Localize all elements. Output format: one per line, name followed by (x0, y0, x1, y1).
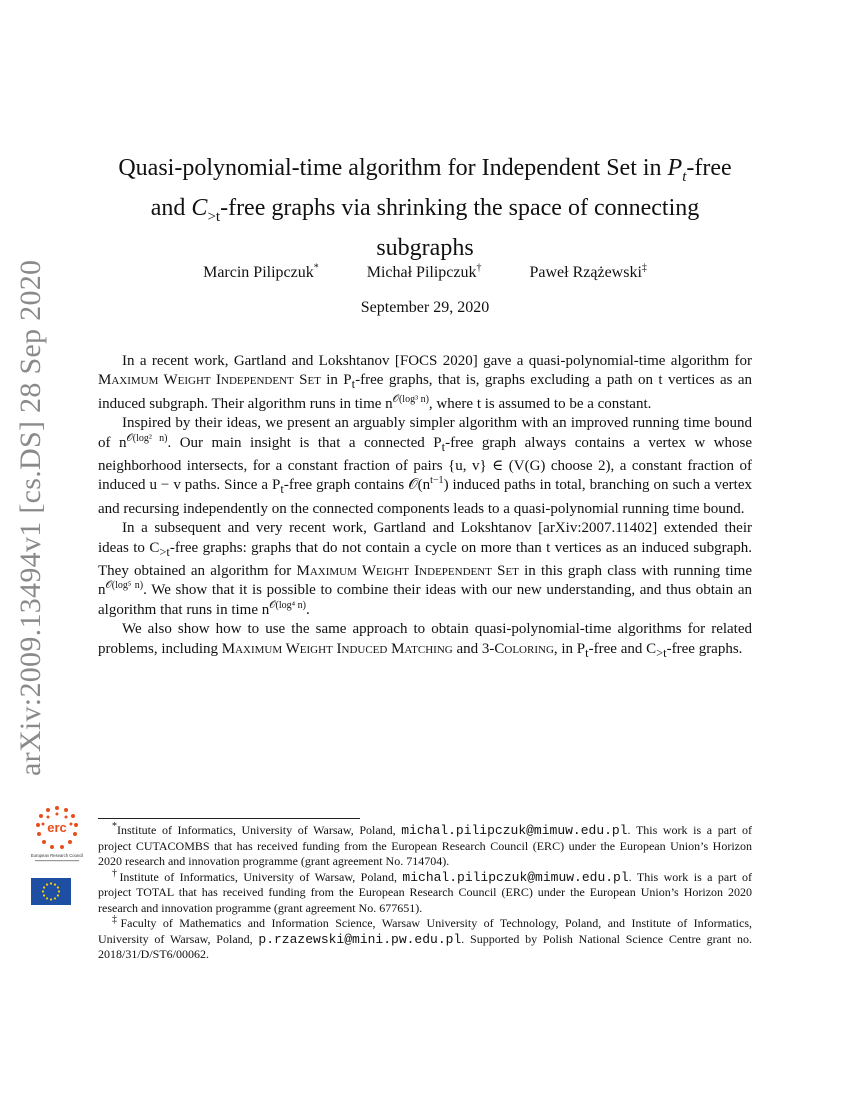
erc-wordmark: erc (47, 820, 67, 835)
title-line2: and $C_{>t}$-free graphs via shrinking the space of connecting (150, 194, 700, 225)
footnote-separator (98, 818, 360, 819)
eu-star-icon (46, 897, 48, 899)
footnotes (98, 823, 752, 963)
eu-star-icon (43, 894, 45, 896)
eu-star-icon (50, 882, 52, 884)
abstract (98, 352, 752, 663)
email-link[interactable]: michal.pilipczuk@mimuw.edu.pl (401, 823, 628, 838)
eu-star-icon (42, 890, 44, 892)
eu-star-icon (54, 883, 56, 885)
author-1: Marcin Pilipczuk* (203, 262, 319, 281)
arxiv-identifier: arXiv:2009.13494v1 [cs.DS] 28 Sep 2020 (14, 259, 47, 776)
erc-logo (22, 800, 92, 870)
email-link[interactable]: michal.pilipczuk@mimuw.edu.pl (402, 869, 629, 885)
eu-star-icon (43, 886, 45, 888)
title-line1: Quasi-polynomial-time algorithm for Independent Set in $P_t$-free (118, 155, 732, 185)
email-link[interactable]: p.rzazewski@mini.pw.edu.pl (258, 931, 462, 947)
author-2: Michał Pilipczuk† (366, 262, 482, 281)
footnote-1: *Institute of Informatics, University of Warsaw, Poland, michal.pilipczuk@mimuw.edu.pl. This work is a part of project CUTACOMBS that has received funding from the European Research Council (ERC) under the European Union’s Horizon 2020 research and innovation programme (grant agreement No. 714704). (98, 821, 753, 868)
erc-caption: European Research Council (30, 853, 84, 858)
title-line3: subgraphs (376, 234, 474, 261)
eu-star-icon (58, 890, 60, 892)
eu-star-icon (54, 897, 56, 899)
eu-star-icon (57, 886, 59, 888)
abstract-paragraph-4: We also show how to use the same approach to obtain quasi-polynomial-time algorithms for related problems, including Maximum Weight Induced Matching and 3-Coloring, in $P_t$-free and $C_{>t}$-free graphs. (98, 621, 752, 660)
publication-date: September 29, 2020 (360, 299, 490, 316)
abstract-paragraph-1: In a recent work, Gartland and Lokshtanov [FOCS 2020] gave a quasi-polynomial-time algorithm for Maximum Weight Independent Set in $P_t$-free graphs, that is, graphs excluding a path on t vertices as an induced subgraph. Their algorithm runs in time $n^{𝒪(log^3 n)}$, where t is assumed to be a constant. (98, 353, 753, 412)
eu-flag-logo (31, 878, 71, 905)
abstract-paragraph-2: Inspired by their ideas, we present an arguably simpler algorithm with an improved running time bound of $n^{𝒪(log^2 n)}$. Our main insight is that a connected $P_t$-free graph always contains a vertex w whose neighborhood intersects, for a constant fraction of pairs {u, v} ∈ (V(G) choose 2), a constant fraction of induced u − v paths. Since a $P_t$-free graph contains $𝒪(n^{t-1})$ induced paths in total, branching on such a vertex and recursing independently on the connected components leads to a quasi-polynomial running time bound. (98, 415, 753, 517)
footnote-2: †Institute of Informatics, University of Warsaw, Poland, michal.pilipczuk@mimuw.edu.pl. This work is a part of project TOTAL that has received funding from the European Research Council (ERC) under the European Union’s Horizon 2020 research and innovation programme (grant agreement No. 677651). (98, 867, 753, 915)
eu-star-icon (50, 898, 52, 900)
eu-star-icon (46, 883, 48, 885)
footnote-3: ‡Faculty of Mathematics and Information Science, Warsaw University of Technology, Poland, and Institute of Informatics, University of Warsaw, Poland, p.rzazewski@mini.pw.edu.pl. Supported by Polish National Science Centre grant no. 2018/31/D/ST6/00062. (98, 914, 752, 961)
author-3: Paweł Rzążewski‡ (529, 262, 647, 281)
eu-star-icon (57, 894, 59, 896)
abstract-paragraph-3: In a subsequent and very recent work, Gartland and Lokshtanov [arXiv:2007.11402] extended their ideas to $C_{>t}$-free graphs: graphs that do not contain a cycle on more than t vertices as an induced subgraph. They obtained an algorithm for Maximum Weight Independent Set in this graph class with running time $n^{𝒪(log^5 n)}$. We show that it is possible to combine their ideas with our new understanding, and thus obtain an algorithm that runs in time $n^{𝒪(log^4 n)}$. (98, 520, 752, 618)
author-list (0, 264, 850, 282)
paper-title (100, 153, 750, 264)
